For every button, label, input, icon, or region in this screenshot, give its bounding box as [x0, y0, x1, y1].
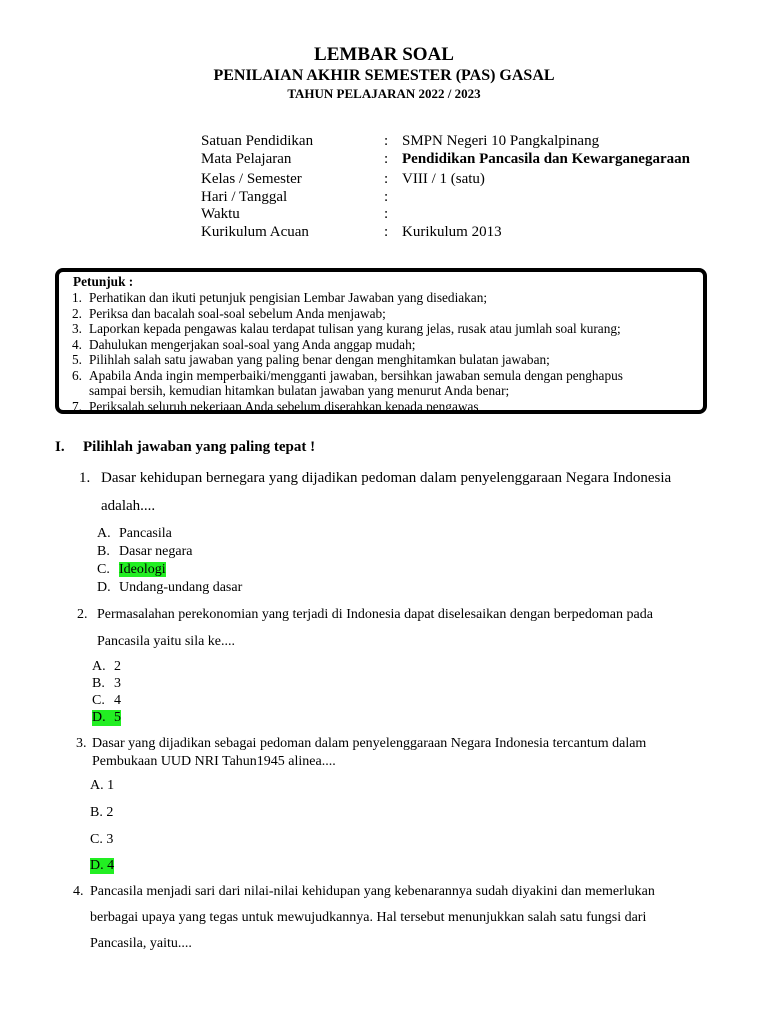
section-number: I.	[55, 439, 65, 455]
section-title: Pilihlah jawaban yang paling tepat !	[83, 439, 316, 455]
option-text: 2	[114, 659, 121, 674]
option-letter: D.	[97, 580, 111, 595]
info-label: Hari / Tanggal	[201, 189, 288, 205]
option-b	[97, 544, 192, 560]
option-text: Dasar negara	[119, 544, 193, 559]
question-text: Dasar yang dijadikan sebagai pedoman dalam penyelenggaraan Negara Indonesia tercantum dalam	[92, 736, 647, 751]
question-text: Permasalahan perekonomian yang terjadi di Indonesia dapat diselesaikan dengan berpedoman pada	[97, 607, 653, 622]
info-colon: :	[384, 206, 389, 222]
option-a	[97, 526, 172, 542]
question-text: Pembukaan UUD NRI Tahun1945 alinea....	[92, 754, 336, 769]
question-text: Pancasila yaitu sila ke....	[97, 634, 236, 649]
question-text: berbagai upaya yang tegas untuk mewujudkannya. Hal tersebut menunjukkan salah satu fungsi dari	[90, 910, 647, 925]
instructions-heading: Petunjuk :	[73, 274, 134, 289]
document-title: LEMBAR SOAL	[314, 44, 454, 65]
instruction-text: Pilihlah salah satu jawaban yang paling benar dengan menghitamkan bulatan jawaban;	[89, 352, 550, 367]
option-text: Pancasila	[119, 526, 172, 541]
instruction-number: 6.	[72, 367, 82, 383]
info-colon: :	[384, 151, 389, 167]
instruction-number: 5.	[72, 352, 82, 367]
instruction-text: Periksa dan bacalah soal-soal sebelum Anda menjawab;	[89, 305, 386, 321]
option-letter: C.	[92, 693, 105, 708]
info-colon: :	[384, 224, 389, 240]
option-d-highlighted: D. 4	[90, 858, 115, 873]
instruction-text: Laporkan kepada pengawas kalau terdapat tulisan yang kurang jelas, rusak atau jumlah soal kurang;	[89, 321, 621, 336]
info-value: Kurikulum 2013	[402, 224, 502, 240]
option-d	[97, 580, 242, 596]
instruction-text: Perhatikan dan ikuti petunjuk pengisian Lembar Jawaban yang disediakan;	[89, 290, 488, 305]
instruction-number: 3.	[72, 321, 82, 336]
option-a	[92, 659, 121, 675]
instruction-item	[72, 368, 623, 384]
question-number: 2.	[77, 607, 88, 622]
question-number: 4.	[73, 884, 84, 899]
option-text: 4	[114, 693, 121, 708]
info-colon: :	[384, 189, 389, 205]
question-text: Dasar kehidupan bernegara yang dijadikan pedoman dalam penyelenggaraan Negara Indonesia	[101, 470, 672, 486]
option-c	[97, 562, 166, 578]
option-letter: B.	[97, 544, 110, 559]
academic-year: TAHUN PELAJARAN 2022 / 2023	[287, 86, 481, 101]
instruction-text: Dahulukan mengerjakan soal-soal yang Anda anggap mudah;	[89, 336, 416, 352]
instruction-number: 1.	[72, 290, 82, 305]
question-text: adalah....	[101, 498, 156, 514]
info-value: Pendidikan Pancasila dan Kewarganegaraan	[402, 151, 690, 167]
option-letter: A.	[97, 526, 111, 541]
option-c: C. 3	[90, 832, 114, 847]
instruction-text: Periksalah seluruh pekerjaan Anda sebelum diserahkan kepada pengawas	[89, 398, 479, 414]
question-number: 3.	[76, 736, 87, 751]
option-letter: C.	[97, 562, 110, 577]
info-colon: :	[384, 133, 389, 149]
instruction-item	[72, 321, 621, 337]
document-subtitle: PENILAIAN AKHIR SEMESTER (PAS) GASAL	[213, 67, 555, 84]
question-number: 1.	[79, 470, 91, 486]
option-text: 5	[114, 710, 121, 725]
option-text: 3	[114, 676, 121, 691]
instruction-number: 4.	[72, 336, 82, 352]
question-text: Pancasila, yaitu....	[90, 936, 192, 951]
instruction-item	[72, 352, 550, 368]
option-d-highlighted	[92, 710, 121, 726]
info-label: Kelas / Semester	[201, 171, 302, 187]
option-letter: A.	[92, 659, 106, 674]
instruction-item	[72, 337, 415, 353]
question-text: Pancasila menjadi sari dari nilai-nilai kehidupan yang kebenarannya sudah diyakini dan memerlukan	[90, 884, 655, 899]
instruction-item	[72, 399, 479, 415]
info-value: VIII / 1 (satu)	[402, 171, 485, 187]
info-label: Waktu	[201, 206, 240, 222]
option-c	[92, 693, 121, 709]
option-text: Undang-undang dasar	[119, 580, 243, 595]
option-letter: D.	[92, 710, 106, 725]
info-label: Kurikulum Acuan	[201, 224, 309, 240]
option-letter: B.	[92, 676, 105, 691]
info-label: Mata Pelajaran	[201, 151, 292, 167]
instruction-number: 2.	[72, 305, 82, 321]
instruction-text: sampai bersih, kemudian hitamkan bulatan jawaban yang menurut Anda benar;	[89, 383, 510, 398]
option-a: A. 1	[90, 778, 115, 793]
instruction-text: Apabila Anda ingin memperbaiki/mengganti jawaban, bersihkan jawaban semula dengan penghapus	[89, 367, 623, 383]
instruction-number: 7.	[72, 398, 82, 414]
option-text-highlighted: Ideologi	[119, 562, 166, 577]
info-colon: :	[384, 171, 389, 187]
option-b: B. 2	[90, 805, 114, 820]
option-b	[92, 676, 121, 692]
info-value: SMPN Negeri 10 Pangkalpinang	[402, 133, 600, 149]
instruction-item	[72, 290, 487, 306]
instruction-item	[72, 306, 386, 322]
info-label: Satuan Pendidikan	[201, 133, 314, 149]
instruction-item	[72, 383, 509, 399]
